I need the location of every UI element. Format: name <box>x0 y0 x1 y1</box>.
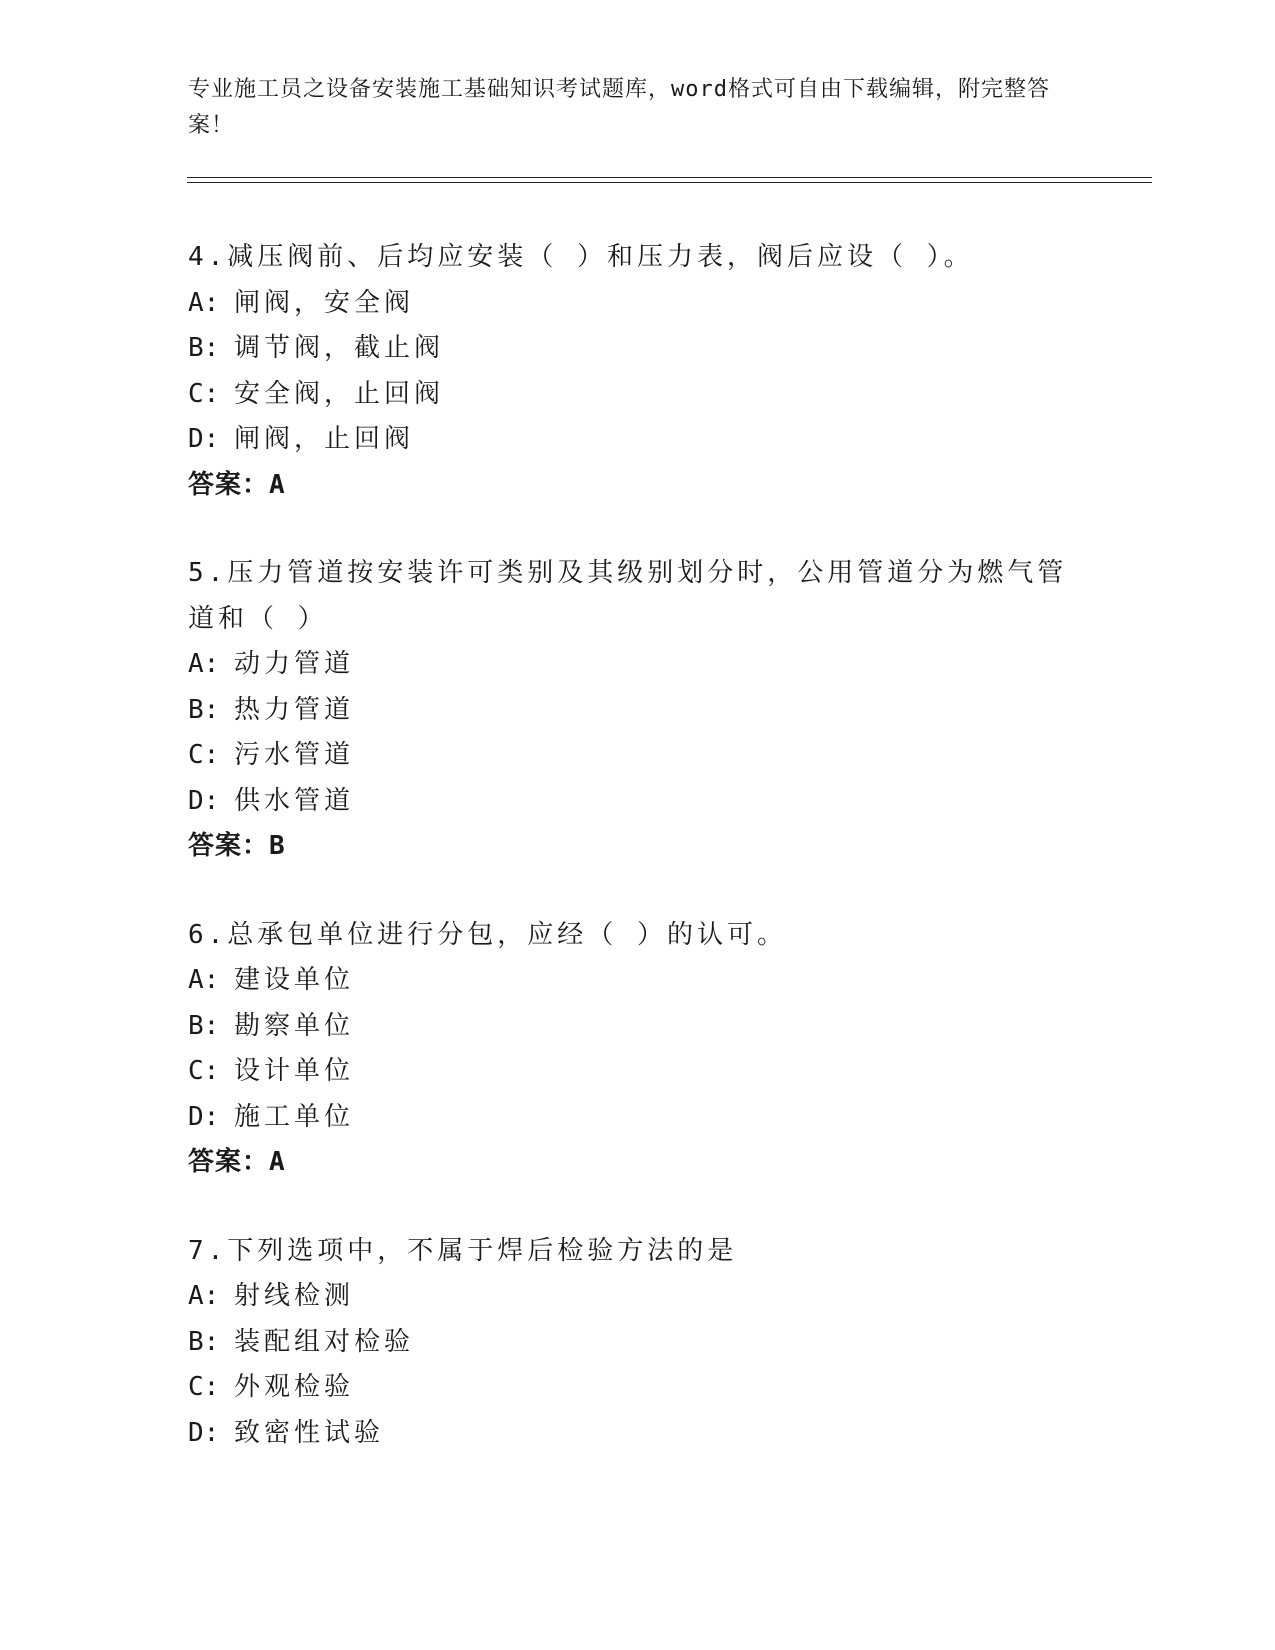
option-letter: C: <box>188 1056 220 1086</box>
option-text: 安全阀，止回阀 <box>234 378 445 409</box>
option-text: 射线检测 <box>234 1281 355 1311</box>
option-b <box>188 326 1088 372</box>
option-letter: A: <box>188 1281 220 1311</box>
question-7 <box>188 1229 1088 1457</box>
question-list <box>188 235 1088 1499</box>
option-text: 装配组对检验 <box>234 1326 415 1357</box>
option-letter: C: <box>188 740 220 770</box>
option-letter: C: <box>188 1372 220 1402</box>
option-text: 外观检验 <box>234 1372 355 1402</box>
answer-line: 答案：A <box>188 1147 286 1177</box>
option-letter: D: <box>188 424 220 454</box>
option-text: 施工单位 <box>234 1101 355 1132</box>
option-a <box>188 1274 1088 1320</box>
option-letter: D: <box>188 1101 220 1132</box>
option-c <box>188 372 1088 418</box>
option-text: 动力管道 <box>234 649 355 679</box>
option-letter: D: <box>188 785 220 816</box>
question-stem: 6.总承包单位进行分包，应经（ ）的认可。 <box>188 919 787 950</box>
option-letter: B: <box>188 1326 220 1357</box>
option-text: 热力管道 <box>234 694 355 725</box>
option-text: 闸阀，止回阀 <box>234 424 415 454</box>
question-stem: 7.下列选项中，不属于焊后检验方法的是 <box>188 1235 738 1266</box>
option-b <box>188 1320 1088 1366</box>
option-text: 建设单位 <box>234 965 355 995</box>
option-c <box>188 733 1088 779</box>
option-text: 污水管道 <box>234 740 355 770</box>
option-letter: C: <box>188 378 220 409</box>
option-c <box>188 1365 1088 1411</box>
header-divider-bottom <box>187 182 1152 183</box>
question-4 <box>188 235 1088 508</box>
question-stem: 4.减压阀前、后均应安装（ ）和压力表，阀后应设（ ）。 <box>188 242 974 272</box>
option-letter: A: <box>188 287 220 318</box>
option-letter: D: <box>188 1417 220 1448</box>
option-text: 调节阀，截止阀 <box>234 333 445 363</box>
header-divider-top <box>187 177 1152 178</box>
option-d <box>188 1095 1088 1141</box>
option-b <box>188 1004 1088 1050</box>
option-letter: B: <box>188 1010 220 1041</box>
answer-line: 答案：B <box>188 831 286 861</box>
answer-line: 答案：A <box>188 469 286 500</box>
option-d <box>188 417 1088 463</box>
option-a <box>188 642 1088 688</box>
option-text: 闸阀，安全阀 <box>234 287 415 318</box>
option-text: 勘察单位 <box>234 1010 355 1041</box>
header-text: 专业施工员之设备安装施工基础知识考试题库，word格式可自由下载编辑，附完整答案！ <box>188 77 1050 138</box>
option-a <box>188 281 1088 327</box>
document-header <box>188 72 1068 144</box>
option-letter: A: <box>188 649 220 679</box>
option-c <box>188 1049 1088 1095</box>
option-letter: A: <box>188 965 220 995</box>
option-text: 致密性试验 <box>234 1417 385 1448</box>
question-stem: 5.压力管道按安装许可类别及其级别划分时，公用管道分为燃气管道和（ ） <box>188 558 1068 634</box>
question-6 <box>188 913 1088 1186</box>
option-text: 设计单位 <box>234 1056 355 1086</box>
option-b <box>188 688 1088 734</box>
option-letter: B: <box>188 694 220 725</box>
option-d <box>188 779 1088 825</box>
option-text: 供水管道 <box>234 785 355 816</box>
option-d <box>188 1411 1088 1457</box>
option-a <box>188 958 1088 1004</box>
question-5 <box>188 551 1088 870</box>
option-letter: B: <box>188 333 220 363</box>
